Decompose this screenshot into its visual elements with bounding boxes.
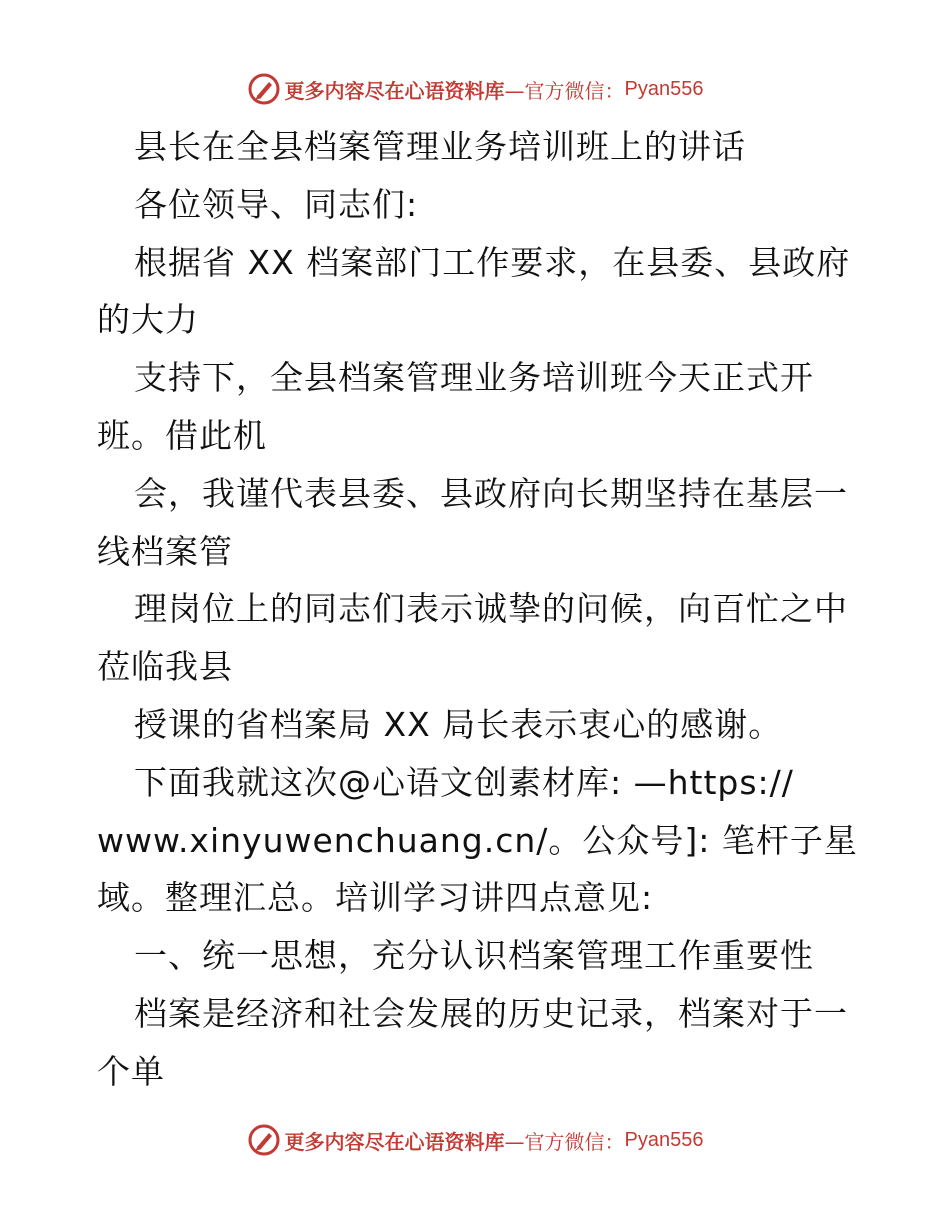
document-body [97, 118, 857, 1101]
banner-separator-text: —官方微信： [504, 1129, 625, 1154]
paragraph-line: 授课的省档案局 XX 局长表示衷心的感谢。 [134, 704, 783, 744]
paragraph-line: 会，我谨代表县委、县政府向长期坚持在基层一 [134, 473, 848, 513]
header-banner [0, 66, 950, 112]
paragraph-line: 莅临我县 [97, 647, 233, 687]
salutation: 各位领导、同志们: [134, 184, 419, 224]
banner-brand-text: 更多内容尽在心语资料库 [284, 78, 505, 103]
banner-wechat-id: Pyan556 [624, 1128, 704, 1151]
footer-banner [0, 1117, 950, 1163]
paragraph-line: 个单 [97, 1051, 165, 1091]
banner-wechat-id: Pyan556 [624, 77, 704, 100]
paragraph-line: 支持下，全县档案管理业务培训班今天正式开 [134, 358, 814, 398]
paragraph-line: 下面我就这次@心语文创素材库: —https:// [134, 762, 794, 802]
paragraph-line: 档案是经济和社会发展的历史记录，档案对于一 [134, 993, 848, 1033]
banner-separator-text: —官方微信： [504, 78, 625, 103]
paragraph-line: 域。整理汇总。培训学习讲四点意见: [97, 878, 654, 918]
banner-brand-text: 更多内容尽在心语资料库 [284, 1129, 505, 1154]
paragraph-line: 根据省 XX 档案部门工作要求，在县委、县政府 [134, 242, 851, 282]
section-heading: 一、统一思想，充分认识档案管理工作重要性 [134, 936, 814, 976]
paragraph-line: 的大力 [97, 300, 199, 340]
paragraph-line: 理岗位上的同志们表示诚挚的问候，向百忙之中 [134, 589, 848, 629]
pen-logo-icon [247, 72, 281, 106]
pen-logo-icon [247, 1123, 281, 1157]
paragraph-line: www.xinyuwenchuang.cn/。公众号]: 笔杆子星 [97, 820, 858, 860]
paragraph-line: 线档案管 [97, 531, 233, 571]
paragraph-line: 班。借此机 [97, 415, 267, 455]
document-title: 县长在全县档案管理业务培训班上的讲话 [134, 127, 746, 166]
